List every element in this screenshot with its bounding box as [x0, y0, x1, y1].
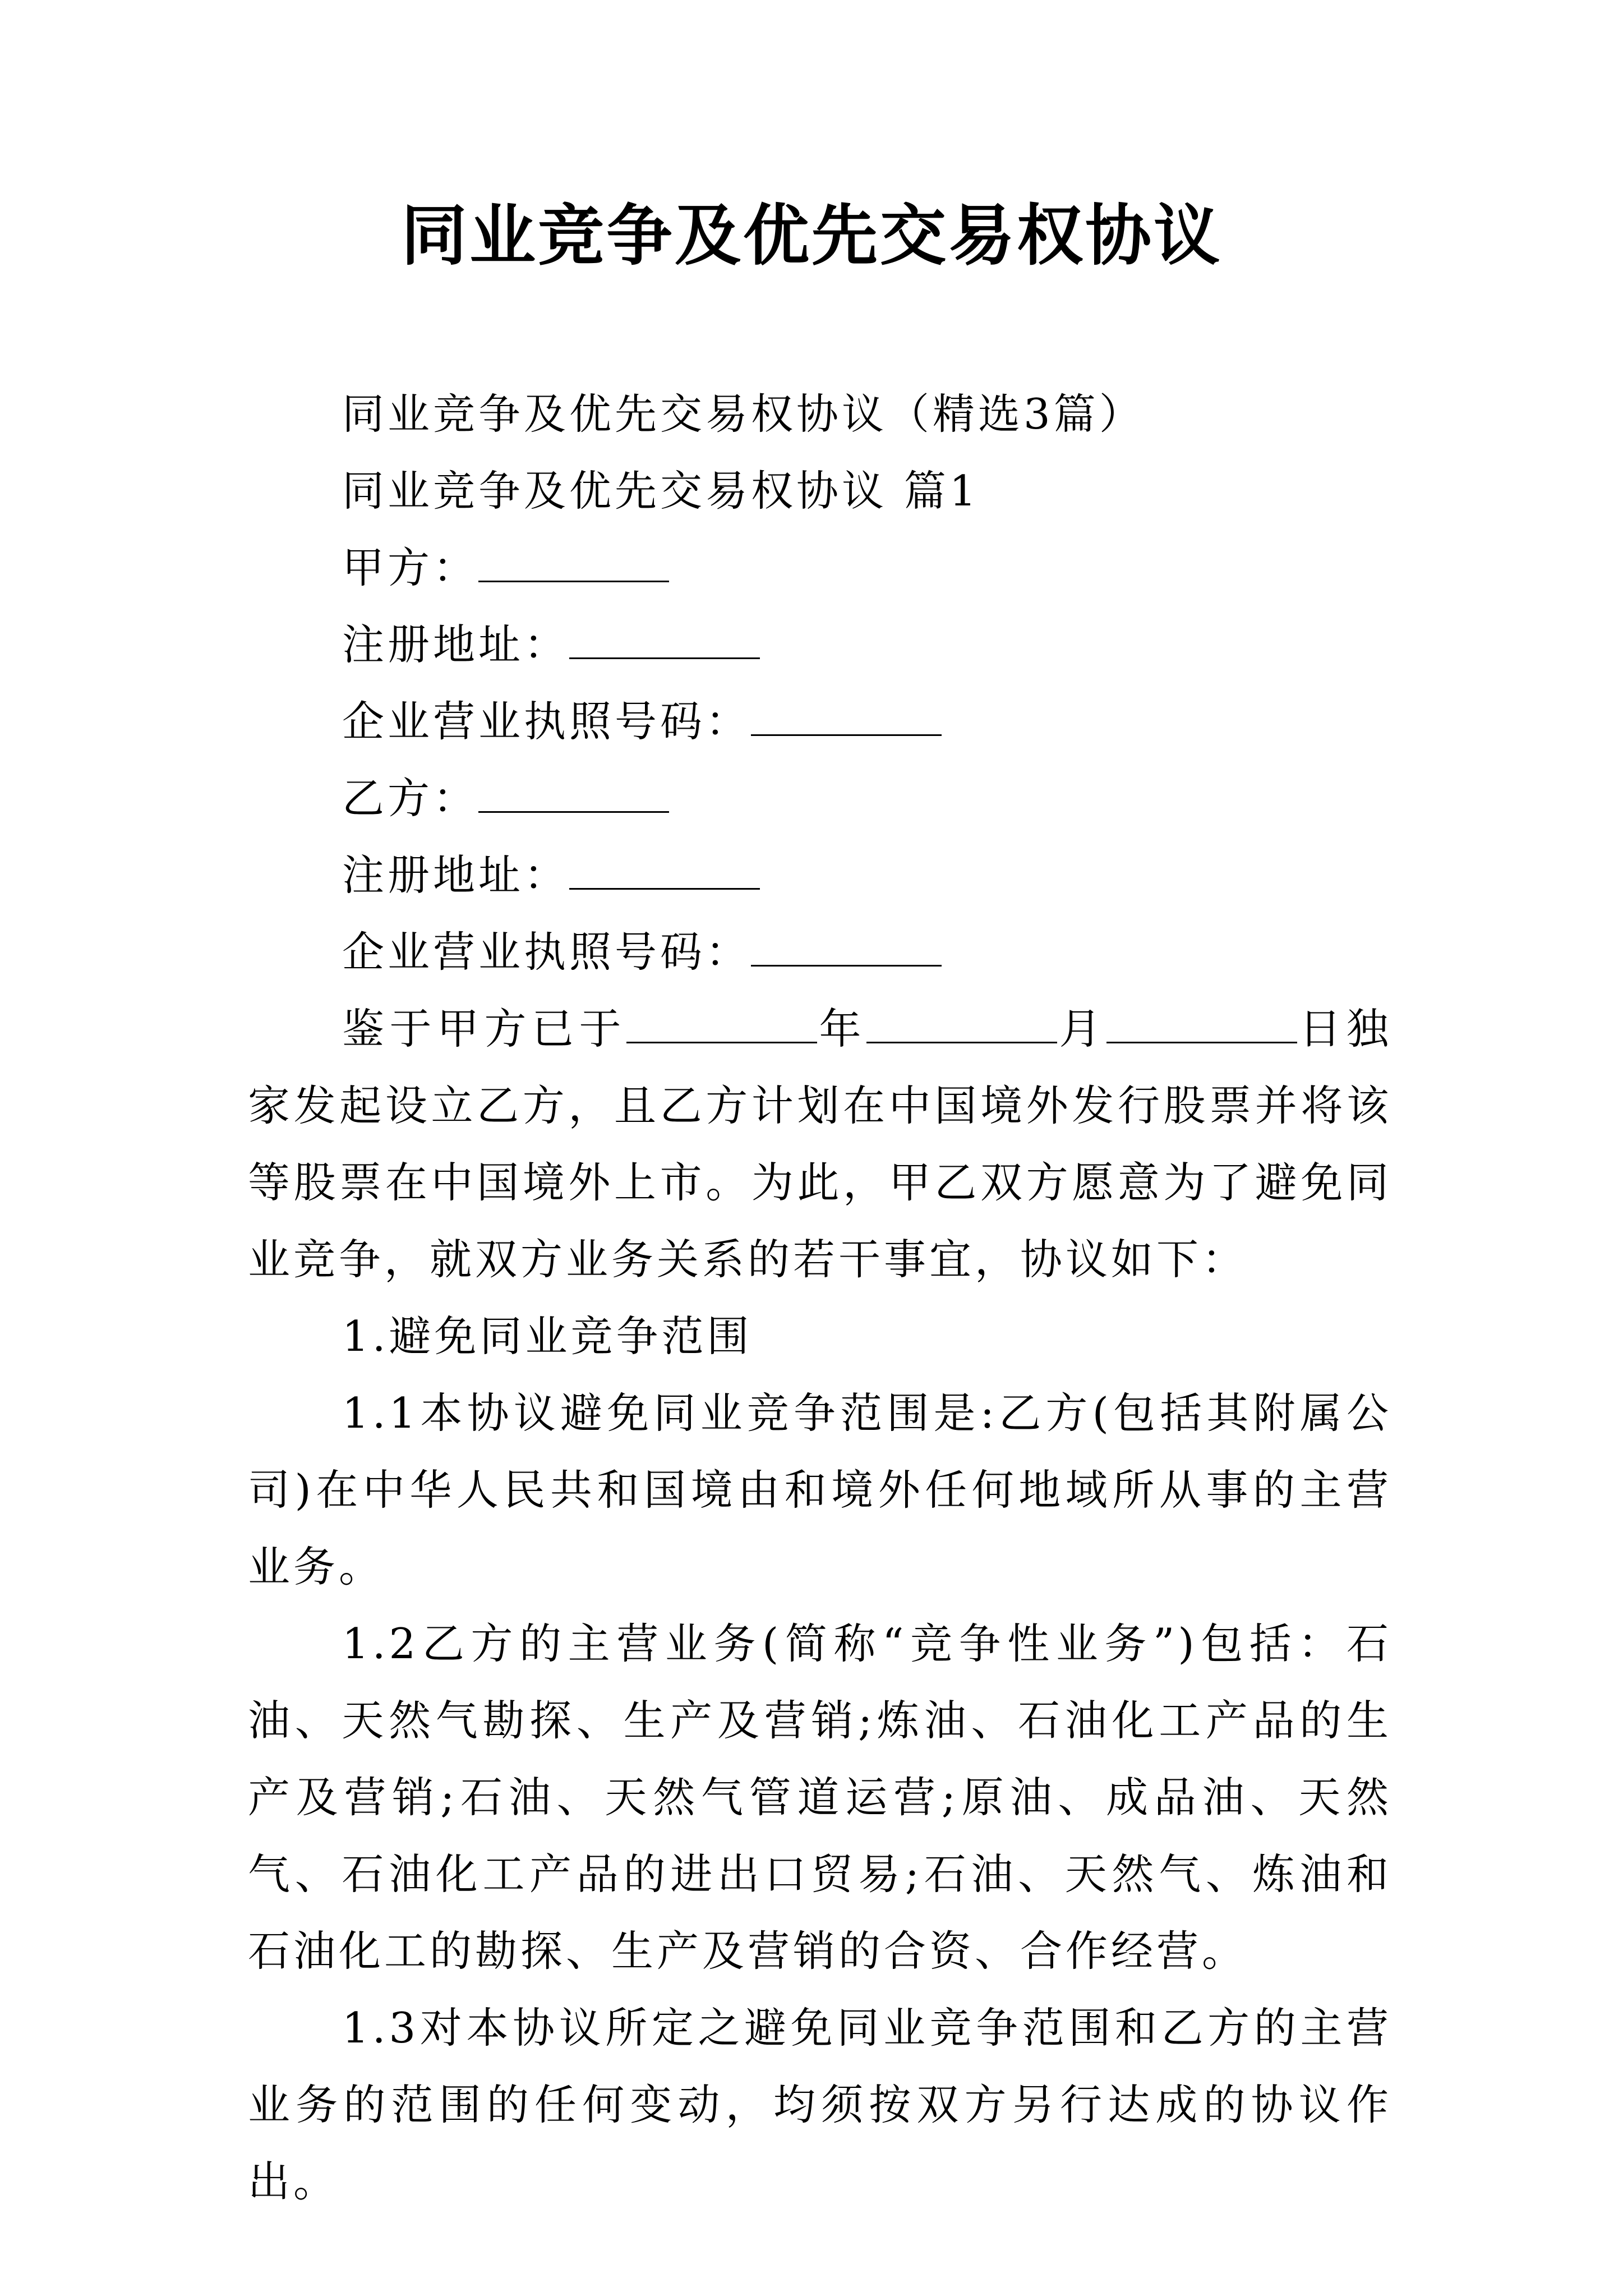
party-a-address-line [248, 606, 1392, 683]
recital-year: 年 [817, 1004, 866, 1053]
party-b-line [248, 760, 1392, 837]
section-heading: 同业竞争及优先交易权协议 篇1 [342, 466, 980, 516]
clause-1-2: 1.2乙方的主营业务(简称“竞争性业务”)包括：石油、天然气勘探、生产及营销;炼油、石油化工产品的生产及营销;石油、天然气管道运营;原油、成品油、天然气、石油化工产品的进出口贸易;石油、天然气、炼油和石油化工的勘探、生产及营销的合资、合作经营。 [248, 1619, 1392, 1976]
party-a-license-blank [751, 698, 942, 736]
party-b-address-blank [569, 852, 760, 890]
party-b-label: 乙方： [342, 774, 479, 823]
party-a-address-blank [569, 622, 760, 659]
party-b-address-label: 注册地址： [342, 850, 570, 900]
party-a-license-line [248, 683, 1392, 760]
document-body [248, 376, 1392, 2220]
document-subtitle: 同业竞争及优先交易权协议（精选3篇） [342, 389, 1145, 439]
recital-day-blank [1106, 1006, 1297, 1043]
recital-start: 鉴于甲方已于 [342, 1004, 626, 1053]
recital-month-blank [866, 1006, 1057, 1043]
recital-year-blank [626, 1006, 817, 1043]
clause-1-3: 1.3对本协议所定之避免同业竞争范围和乙方的主营业务的范围的任何变动，均须按双方另行达成的协议作出。 [248, 2003, 1392, 2206]
party-a-blank [478, 545, 669, 582]
party-a-line [248, 530, 1392, 606]
clause-1: 1.避免同业竞争范围 [342, 1312, 753, 1361]
party-a-license-label: 企业营业执照号码： [342, 697, 751, 746]
party-b-blank [478, 775, 669, 813]
recital-month: 月 [1057, 1004, 1106, 1053]
recital-paragraph [248, 991, 1392, 1298]
party-a-label: 甲方： [342, 543, 479, 592]
party-b-license-label: 企业营业执照号码： [342, 927, 751, 977]
party-b-license-blank [751, 929, 942, 967]
clause-1-1: 1.1本协议避免同业竞争范围是:乙方(包括其附属公司)在中华人民共和国境由和境外任何地域所从事的主营业务。 [248, 1388, 1392, 1591]
recital-rest: 日独家发起设立乙方，且乙方计划在中国境外发行股票并将该等股票在中国境外上市。为此，甲乙双方愿意为了避免同业竞争，就双方业务关系的若干事宜，协议如下： [248, 1004, 1392, 1284]
party-a-address-label: 注册地址： [342, 620, 570, 669]
party-b-address-line [248, 837, 1392, 914]
document-title: 同业竞争及优先交易权协议 [400, 197, 1222, 274]
party-b-license-line [248, 914, 1392, 991]
